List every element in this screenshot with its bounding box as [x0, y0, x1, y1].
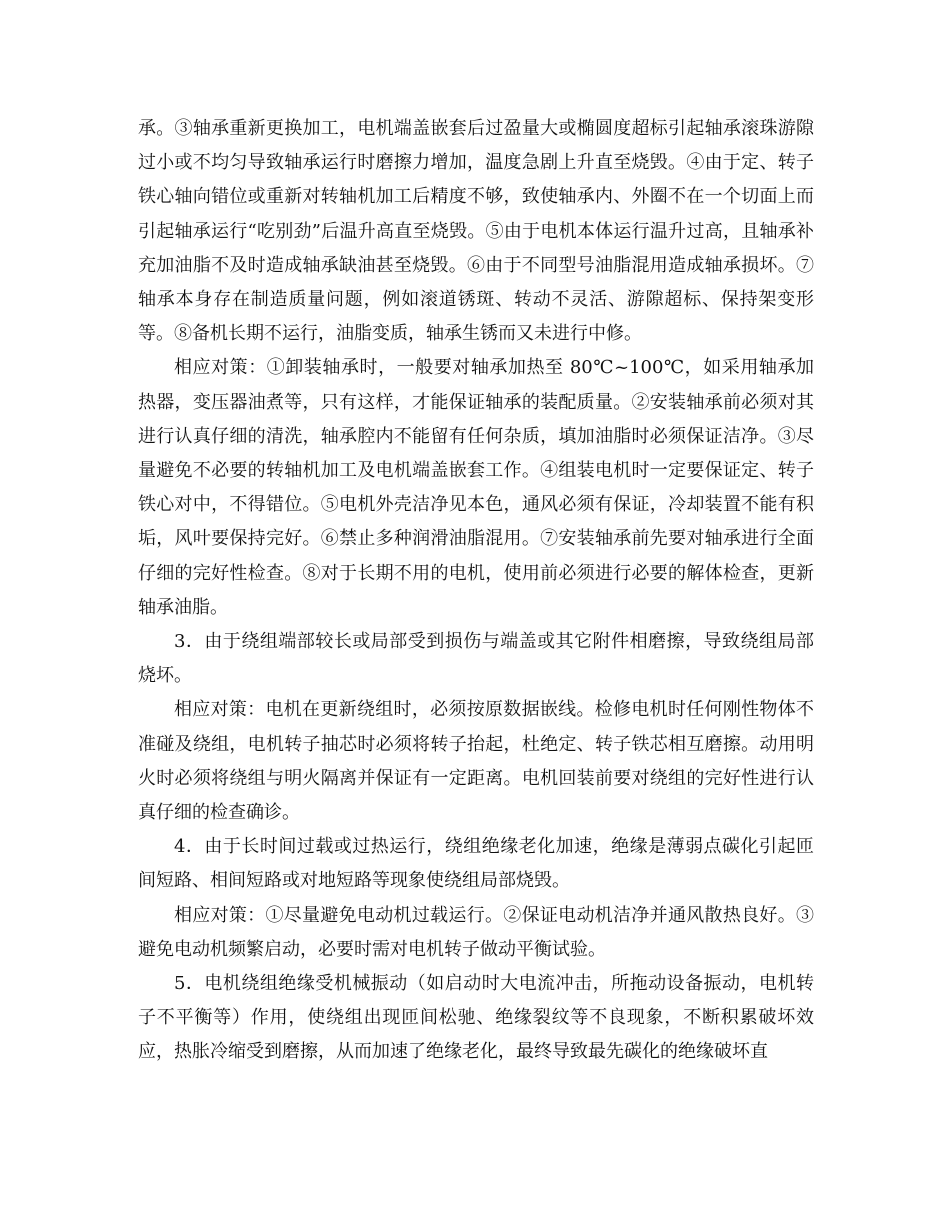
paragraph-item-4-overload-aging: 4．由于长时间过载或过热运行，绕组绝缘老化加速，绝缘是薄弱点碳化引起匝间短路、相间短路或对地短路等现象使绕组局部烧毁。 — [138, 836, 814, 892]
paragraph-item-4-countermeasures: 相应对策：①尽量避免电动机过载运行。②保证电动机洁净并通风散热良好。③避免电动机频繁启动，必要时需对电机转子做动平衡试验。 — [138, 904, 814, 960]
document-body — [138, 112, 814, 1070]
paragraph-bearing-causes-continued: 承。③轴承重新更换加工，电机端盖嵌套后过盈量大或椭圆度超标引起轴承滚珠游隙过小或不均匀导致轴承运行时磨擦力增加，温度急剧上升直至烧毁。④由于定、转子铁心轴向错位或重新对转轴机加工后精度不够，致使轴承内、外圈不在一个切面上而引起轴承运行“吃别劲”后温升高直至烧毁。⑤由于电机本体运行温升过高，且轴承补充加油脂不及时造成轴承缺油甚至烧毁。⑥由于不同型号油脂混用造成轴承损坏。⑦轴承本身存在制造质量问题，例如滚道锈斑、转动不灵活、游隙超标、保持架变形等。⑧备机长期不运行，油脂变质，轴承生锈而又未进行中修。 — [138, 118, 814, 345]
paragraph-item-5-mechanical-vibration: 5．电机绕组绝缘受机械振动（如启动时大电流冲击，所拖动设备振动，电机转子不平衡等）作用，使绕组出现匝间松驰、绝缘裂纹等不良现象，不断积累破坏效应，热胀冷缩受到磨擦，从而加速了绝缘老化，最终导致最先碳化的绝缘破坏直 — [138, 973, 814, 1063]
paragraph-item-3-countermeasures: 相应对策：电机在更新绕组时，必须按原数据嵌线。检修电机时任何刚性物体不准碰及绕组，电机转子抽芯时必须将转子抬起，杜绝定、转子铁芯相互磨擦。动用明火时必须将绕组与明火隔离并保证有一定距离。电机回装前要对绕组的完好性进行认真仔细的检查确诊。 — [138, 699, 814, 824]
paragraph-bearing-countermeasures: 相应对策：①卸装轴承时，一般要对轴承加热至 80℃~100℃，如采用轴承加热器，变压器油煮等，只有这样，才能保证轴承的装配质量。②安装轴承前必须对其进行认真仔细的清洗，轴承腔内不能留有任何杂质，填加油脂时必须保证洁净。③尽量避免不必要的转轴机加工及电机端盖嵌套工作。④组装电机时一定要保证定、转子铁心对中，不得错位。⑤电机外壳洁净见本色，通风必须有保证，冷却装置不能有积垢，风叶要保持完好。⑥禁止多种润滑油脂混用。⑦安装轴承前先要对轴承进行全面仔细的完好性检查。⑧对于长期不用的电机，使用前必须进行必要的解体检查，更新轴承油脂。 — [138, 357, 814, 618]
paragraph-item-3-winding-end-friction: 3．由于绕组端部较长或局部受到损伤与端盖或其它附件相磨擦，导致绕组局部烧坏。 — [138, 631, 814, 687]
